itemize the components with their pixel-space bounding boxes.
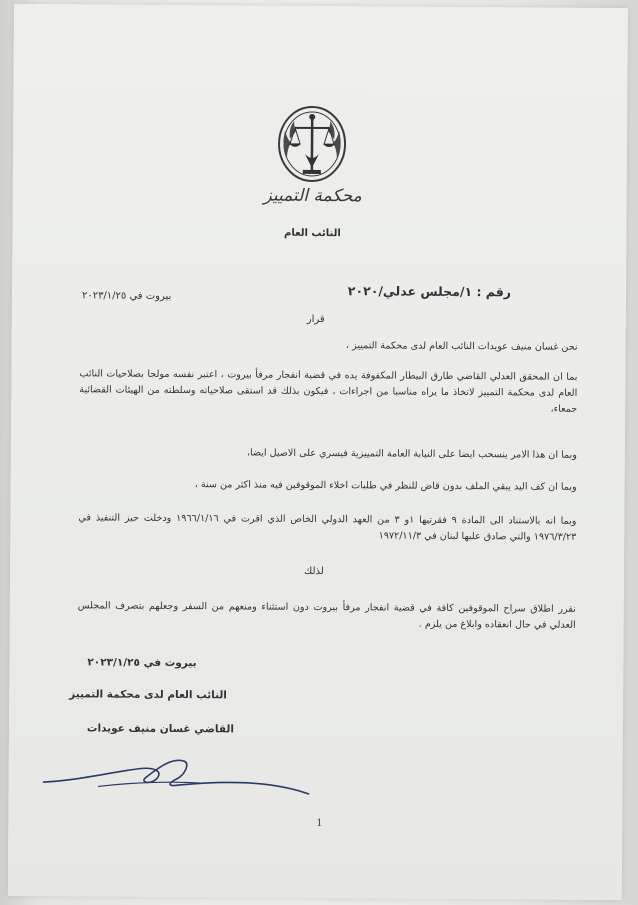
document-date: بيروت في ٢٠٢٣/١/٢٥	[81, 290, 172, 302]
paragraph-whereas-2: وبما ان هذا الامر ينسحب ايضا على النيابة العامة التمييزية فيسري على الاصيل ايضا،	[246, 447, 577, 461]
office-title: النائب العام	[283, 227, 341, 240]
page-number: 1	[316, 817, 323, 830]
handwritten-signature	[38, 752, 338, 814]
justice-scales-emblem-icon	[275, 104, 350, 187]
court-name-heading: محكمة التمييز	[263, 185, 362, 207]
paragraph-whereas-4: وبما انه بالاستناد الى المادة ٩ فقرتيها ١و ٣ من العهد الدولي الخاص الذي اقرت في ١٩٦٦/١/١٦ ودخلت حيز التنفيذ في ١٩٧٦/٣/٢٣ والتي صادق عليها لبنان في ١٩٧٢/١١/٣	[78, 512, 577, 543]
signature-date: بيروت في ٢٠٢٣/١/٢٥	[87, 656, 197, 670]
paragraph-whereas-3: وبما ان كف اليد يبقي الملف بدون قاض للنظر في طلبات اخلاء الموقوفين فيه منذ اكثر من سنة ،	[194, 479, 577, 493]
paragraph-intro: نحن غسان منيف عويدات النائب العام لدى محكمة التمييز ،	[345, 340, 578, 353]
signatory-name: القاضي غسان منيف عويدات	[86, 722, 235, 736]
reference-number: رقم : ١/مجلس عدلي/٢٠٢٠	[347, 283, 512, 300]
signatory-position: النائب العام لدى محكمة التمييز	[69, 688, 227, 702]
therefore-heading: لذلك	[304, 565, 324, 578]
ruling-paragraph: نقرر اطلاق سراح الموقوفين كافة في قضية انفجار مرفأ بيروت دون استثناء ومنعهم من السفر وجعلهم بتصرف المجلس العدلي في حال انعقاده وابلاغ من يلزم .	[77, 600, 576, 631]
document-page	[8, 4, 628, 900]
paragraph-whereas-1: بما ان المحقق العدلي القاضي طارق البيطار المكفوفة يده في قضية انفجار مرفأ بيروت ، اعتبر نفسه مولجا بصلاحيات النائب العام لدى محكمة التمييز لاتخاذ ما يراه مناسبا من اجراءات ، فيكون بذلك قد استقى صلاحياته وسلطته من الهيئات القضائية جمعاء،	[79, 368, 578, 415]
decision-title: قرار	[306, 313, 325, 326]
